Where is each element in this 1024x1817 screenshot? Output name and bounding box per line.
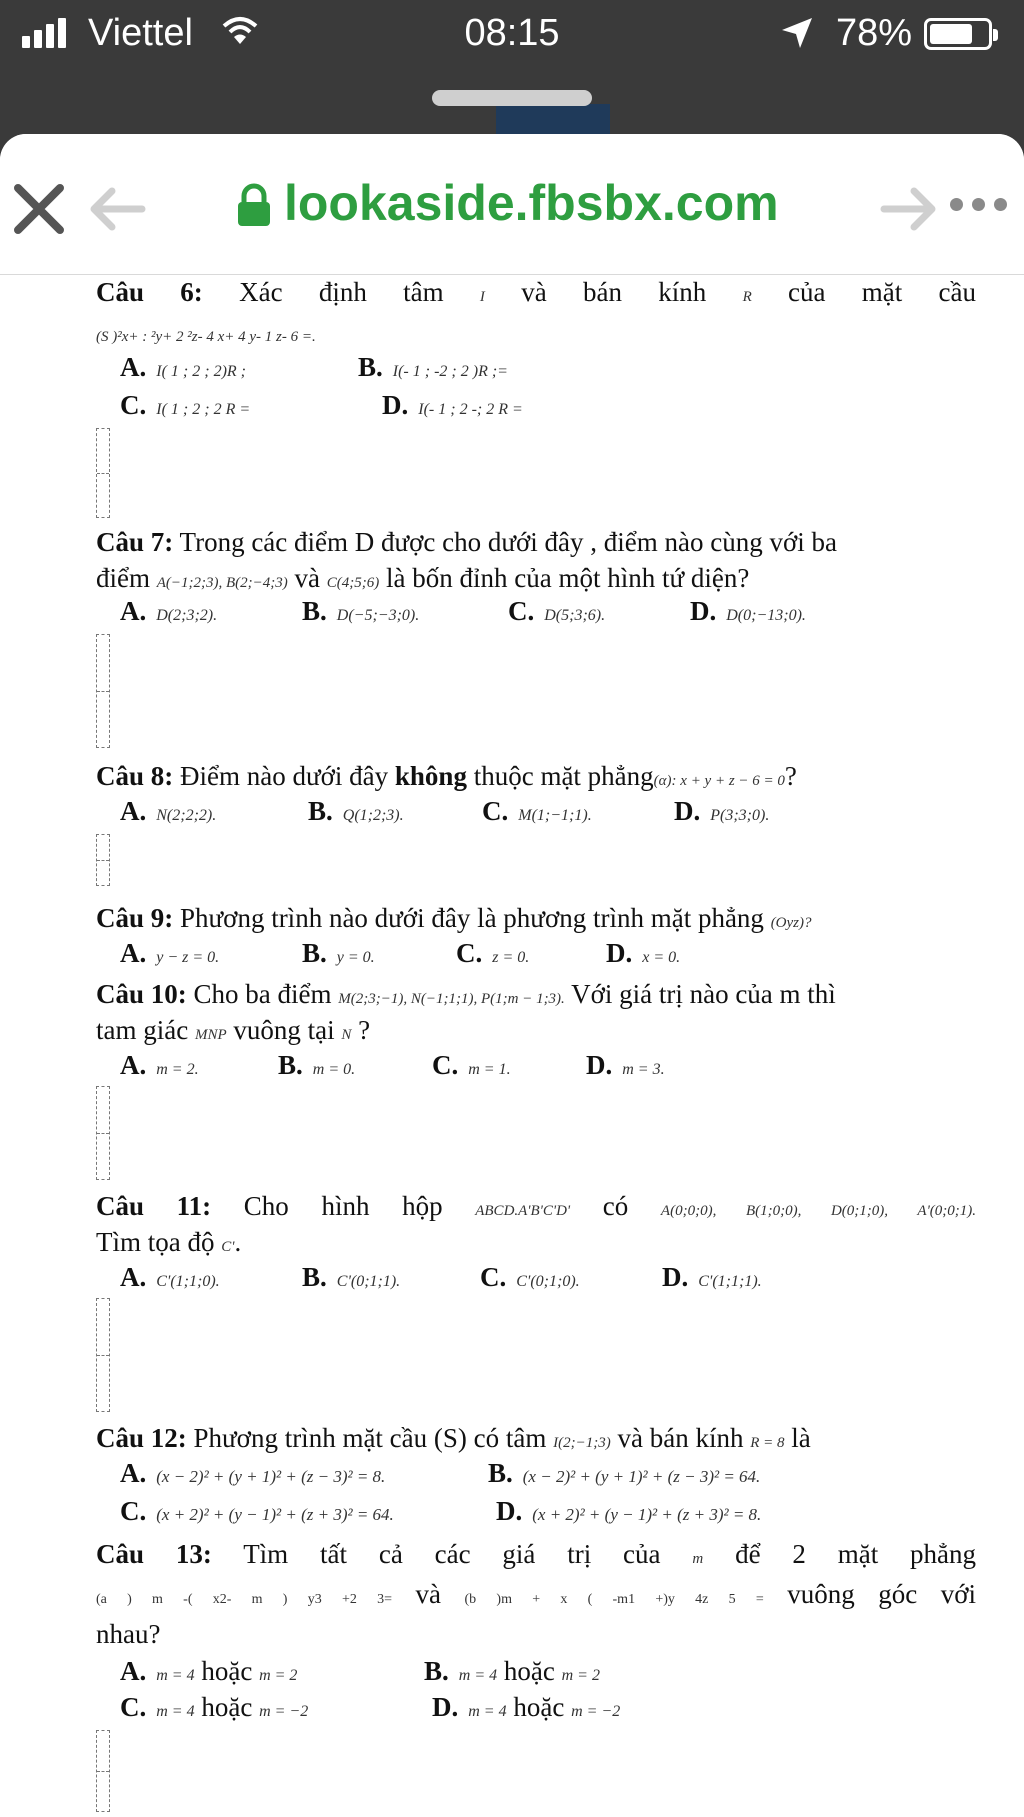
option-d[interactable] xyxy=(690,596,806,627)
close-icon[interactable] xyxy=(12,182,66,236)
text-span: và xyxy=(294,563,321,593)
option-letter: A. xyxy=(120,1262,147,1292)
option-b[interactable] xyxy=(424,1656,600,1687)
text-span: m = 4 xyxy=(468,1703,507,1720)
option-letter: C. xyxy=(482,796,509,826)
text-span: Tìm tọa độ xyxy=(96,1227,215,1257)
option-a[interactable] xyxy=(120,1458,385,1489)
address-bar[interactable] xyxy=(236,174,779,232)
question-6-equation xyxy=(96,314,976,355)
option-b[interactable] xyxy=(302,1262,400,1293)
text-span: Phương trình mặt cầu (S) có tâm xyxy=(193,1423,547,1453)
text-span: điểm xyxy=(96,563,150,593)
text-span: (x + 2)² + (y − 1)² + (z + 3)² = 64. xyxy=(156,1505,394,1524)
option-letter: D. xyxy=(586,1050,613,1080)
question-12 xyxy=(96,1420,976,1461)
answer-placeholder xyxy=(96,1730,110,1812)
text-span: D(−5;−3;0). xyxy=(336,607,420,624)
text-span: C(4;5;6) xyxy=(326,575,380,591)
text-span: m = 4 xyxy=(156,1667,195,1684)
question-10 xyxy=(96,976,976,1017)
text-span: R = 8 xyxy=(750,1435,785,1451)
text-span: I xyxy=(479,289,485,305)
option-letter: B. xyxy=(308,796,333,826)
text-span: có xyxy=(602,1191,629,1221)
text-span: hoặc xyxy=(201,1656,253,1686)
text-span: C'(1;1;1). xyxy=(698,1273,762,1290)
text-span: m = 2 xyxy=(259,1667,298,1684)
option-letter: C. xyxy=(432,1050,459,1080)
text-span: (b )m + x ( -m1 +)y 4z 5 = xyxy=(464,1592,764,1607)
option-letter: không xyxy=(394,761,467,791)
text-span: D(0;−13;0). xyxy=(726,607,806,624)
text-span: tam giác xyxy=(96,1015,189,1045)
text-span: (x − 2)² + (y + 1)² + (z − 3)² = 8. xyxy=(156,1467,386,1486)
text-span: Phương trình nào dưới đây là phương trình mặt phẳng xyxy=(180,903,764,933)
option-c[interactable] xyxy=(480,1262,580,1293)
text-span: nhau? xyxy=(96,1619,161,1649)
text-span: Câu 12: xyxy=(96,1423,187,1453)
option-letter: A. xyxy=(120,352,147,382)
more-options-icon[interactable] xyxy=(950,198,1007,211)
text-span: C'(1;1;0). xyxy=(156,1273,220,1290)
text-span: N(2;2;2). xyxy=(156,807,217,824)
option-letter: D. xyxy=(496,1496,523,1526)
lock-icon xyxy=(236,183,272,227)
option-c[interactable] xyxy=(456,938,529,969)
question-11-line2 xyxy=(96,1224,976,1265)
option-b[interactable] xyxy=(278,1050,355,1081)
option-letter: A. xyxy=(120,596,147,626)
option-d[interactable] xyxy=(662,1262,762,1293)
text-span: I(- 1 ; 2 -; 2 R = xyxy=(418,401,523,418)
text-span: hoặc xyxy=(201,1692,253,1722)
option-letter: D. xyxy=(674,796,701,826)
option-d[interactable] xyxy=(606,938,680,969)
text-span: và xyxy=(415,1579,441,1609)
question-13-line2 xyxy=(96,1576,976,1618)
question-9 xyxy=(96,900,976,941)
text-span: z = 0. xyxy=(492,949,530,966)
option-b[interactable] xyxy=(302,596,419,627)
text-span: Câu 13: xyxy=(96,1539,212,1569)
option-c[interactable] xyxy=(120,1496,394,1527)
text-span: vuông tại xyxy=(233,1015,335,1045)
option-letter: C. xyxy=(120,1692,147,1722)
url-text: lookaside.fbsbx.com xyxy=(284,175,779,231)
text-span: ? xyxy=(358,1015,371,1045)
text-span: (α): x + y + z − 6 = 0 xyxy=(653,773,785,789)
option-d[interactable] xyxy=(432,1692,620,1723)
option-c[interactable] xyxy=(508,596,605,627)
text-span: Với giá trị nào của m thì xyxy=(571,979,836,1009)
option-d[interactable] xyxy=(586,1050,665,1081)
answer-placeholder xyxy=(96,428,110,518)
text-span: Trong các điểm D được cho dưới đây , điểm nào cùng với ba xyxy=(179,527,837,557)
option-letter: D. xyxy=(432,1692,459,1722)
option-c[interactable] xyxy=(432,1050,511,1081)
option-a[interactable] xyxy=(120,938,219,969)
text-span: (x + 2)² + (y − 1)² + (z + 3)² = 8. xyxy=(532,1505,762,1524)
text-span: A(0;0;0), B(1;0;0), D(0;1;0), A'(0;0;1). xyxy=(660,1203,977,1219)
question-8 xyxy=(96,758,976,799)
text-span: m = −2 xyxy=(571,1703,621,1720)
text-span: M(1;−1;1). xyxy=(518,807,592,824)
document-image xyxy=(96,274,976,1817)
text-span: ? xyxy=(784,761,797,791)
text-span: và bán kính xyxy=(521,277,707,307)
option-d[interactable] xyxy=(674,796,769,827)
text-span: M(2;3;−1), N(−1;1;1), P(1;m − 1;3). xyxy=(338,991,565,1007)
text-span: Cho hình hộp xyxy=(243,1191,443,1221)
text-span: m = 1. xyxy=(468,1061,511,1078)
option-a[interactable] xyxy=(120,1656,297,1687)
text-span: (a ) m -( x2- m ) y3 +2 3= xyxy=(96,1592,393,1607)
battery-icon xyxy=(924,18,992,50)
option-letter: B. xyxy=(424,1656,449,1686)
option-letter: D. xyxy=(662,1262,689,1292)
option-letter: C. xyxy=(456,938,483,968)
option-letter: C. xyxy=(120,1496,147,1526)
question-13-line3 xyxy=(96,1616,976,1652)
text-span: Câu 9: xyxy=(96,903,174,933)
text-span: Câu 10: xyxy=(96,979,187,1009)
option-c[interactable] xyxy=(482,796,592,827)
option-letter: B. xyxy=(302,596,327,626)
text-span: m xyxy=(692,1551,704,1567)
question-10-line2 xyxy=(96,1012,976,1053)
text-span: Điểm nào dưới đây xyxy=(180,761,389,791)
option-letter: B. xyxy=(302,938,327,968)
text-span: Câu 7: xyxy=(96,527,174,557)
option-b[interactable] xyxy=(302,938,375,969)
option-letter: B. xyxy=(302,1262,327,1292)
text-span: R xyxy=(742,289,752,305)
text-span: Q(1;2;3). xyxy=(342,807,404,824)
option-letter: A. xyxy=(120,1656,147,1686)
text-span: là xyxy=(791,1423,811,1453)
clock: 08:15 xyxy=(464,12,560,54)
text-span: ABCD.A'B'C'D' xyxy=(475,1203,571,1219)
status-bar xyxy=(0,0,1024,70)
forward-arrow-icon[interactable] xyxy=(880,182,940,236)
text-span: D(2;3;2). xyxy=(156,607,218,624)
option-a[interactable] xyxy=(120,1050,199,1081)
text-span: (Oyz)? xyxy=(770,915,812,931)
option-letter: A. xyxy=(120,1458,147,1488)
text-span: . xyxy=(234,1227,242,1257)
option-b[interactable] xyxy=(308,796,404,827)
text-span: I( 1 ; 2 ; 2)R ; xyxy=(156,363,246,380)
option-letter: A. xyxy=(120,796,147,826)
option-a[interactable] xyxy=(120,1262,220,1293)
sheet-drag-handle[interactable] xyxy=(432,90,592,106)
text-span: m = −2 xyxy=(259,1703,309,1720)
answer-placeholder xyxy=(96,834,110,886)
text-span: y = 0. xyxy=(336,949,375,966)
question-6 xyxy=(96,274,976,315)
text-span: hoặc xyxy=(513,1692,565,1722)
text-span: C' xyxy=(221,1239,235,1255)
option-letter: B. xyxy=(278,1050,303,1080)
text-span: m = 4 xyxy=(156,1703,195,1720)
answer-placeholder xyxy=(96,1086,110,1180)
text-span: Tìm tất cả các giá trị của xyxy=(243,1539,661,1569)
option-b[interactable] xyxy=(358,352,508,383)
text-span: là bốn đỉnh của một hình tứ diện? xyxy=(386,563,750,593)
option-letter: C. xyxy=(120,390,147,420)
text-span: y − z = 0. xyxy=(156,949,220,966)
back-arrow-icon[interactable] xyxy=(86,182,146,236)
option-d[interactable] xyxy=(496,1496,761,1527)
option-d[interactable] xyxy=(382,390,523,421)
question-7-line2 xyxy=(96,560,976,601)
text-span: m = 2 xyxy=(561,1667,600,1684)
text-span: thuộc mặt phẳng xyxy=(473,761,654,791)
option-a[interactable] xyxy=(120,596,217,627)
text-span: P(3;3;0). xyxy=(710,807,770,824)
text-span: A(−1;2;3), B(2;−4;3) xyxy=(156,575,288,591)
option-letter: A. xyxy=(120,938,147,968)
option-letter: B. xyxy=(358,352,383,382)
text-span: I( 1 ; 2 ; 2 R = xyxy=(156,401,251,418)
text-span: Câu 11: xyxy=(96,1191,212,1221)
text-span: N xyxy=(341,1027,352,1043)
option-letter: B. xyxy=(488,1458,513,1488)
option-c[interactable] xyxy=(120,390,250,421)
option-letter: C. xyxy=(508,596,535,626)
option-b[interactable] xyxy=(488,1458,760,1489)
text-span: Xác định tâm xyxy=(239,277,444,307)
text-span: m = 3. xyxy=(622,1061,665,1078)
text-span: hoặc xyxy=(503,1656,555,1686)
text-span: MNP xyxy=(194,1027,227,1043)
text-span: Câu 6: xyxy=(96,277,203,307)
answer-placeholder xyxy=(96,634,110,748)
text-span: vuông góc với xyxy=(787,1579,976,1609)
location-arrow-icon xyxy=(780,16,814,50)
text-span: (S )²x+ : ²y+ 2 ²z- 4 x+ 4 y- 1 z- 6 =. xyxy=(96,329,316,345)
battery-percent: 78% xyxy=(836,12,913,54)
browser-sheet xyxy=(0,134,1024,1817)
carrier-name: Viettel xyxy=(88,12,193,54)
option-a[interactable] xyxy=(120,796,216,827)
text-span: m = 4 xyxy=(458,1667,498,1684)
text-span: I(- 1 ; -2 ; 2 )R ;= xyxy=(392,363,508,380)
text-span: và bán kính xyxy=(617,1423,744,1453)
text-span: Câu 8: xyxy=(96,761,174,791)
text-span: x = 0. xyxy=(642,949,681,966)
option-letter: C. xyxy=(480,1262,507,1292)
text-span: C'(0;1;1). xyxy=(336,1273,401,1290)
question-7 xyxy=(96,524,976,560)
text-span: m = 0. xyxy=(312,1061,356,1078)
question-13 xyxy=(96,1536,976,1577)
option-c[interactable] xyxy=(120,1692,308,1723)
question-11 xyxy=(96,1188,976,1229)
text-span: I(2;−1;3) xyxy=(553,1435,611,1451)
text-span: Cho ba điểm xyxy=(193,979,332,1009)
text-span: m = 2. xyxy=(156,1061,199,1078)
text-span: (x − 2)² + (y + 1)² + (z − 3)² = 64. xyxy=(522,1467,761,1486)
text-span: C'(0;1;0). xyxy=(516,1273,580,1290)
text-span: của mặt cầu xyxy=(788,277,977,307)
option-a[interactable] xyxy=(120,352,246,383)
option-letter: D. xyxy=(606,938,633,968)
browser-toolbar xyxy=(0,134,1024,275)
option-letter: D. xyxy=(382,390,409,420)
text-span: D(5;3;6). xyxy=(544,607,606,624)
answer-placeholder xyxy=(96,1298,110,1412)
text-span: để 2 mặt phẳng xyxy=(735,1539,977,1569)
option-letter: D. xyxy=(690,596,717,626)
option-letter: A. xyxy=(120,1050,147,1080)
